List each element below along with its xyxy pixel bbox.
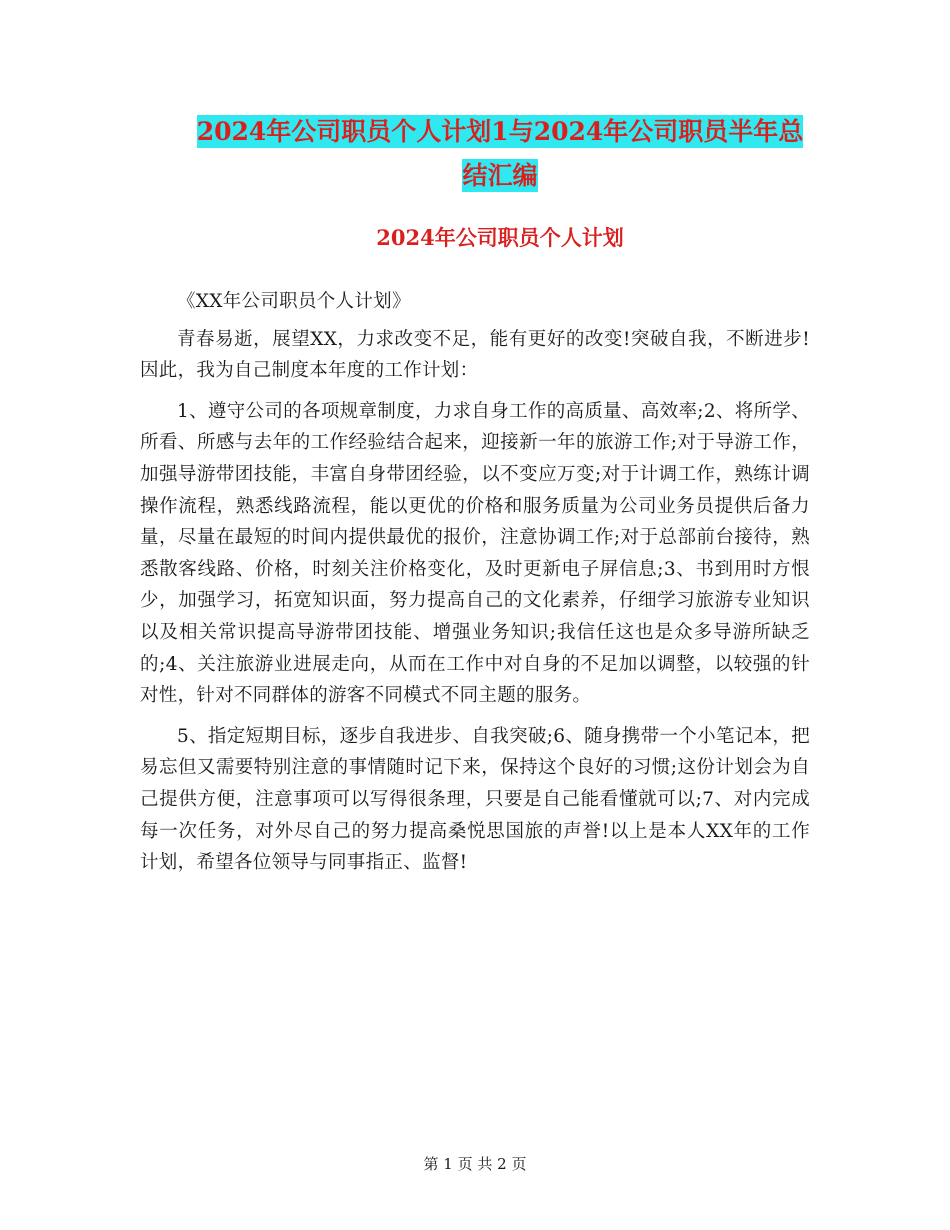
document-title-line-1: 2024年公司职员个人计划1与2024年公司职员半年总 <box>196 117 804 146</box>
page-footer <box>0 1154 950 1174</box>
section-title: 2024年公司职员个人计划 <box>376 225 624 250</box>
quote-title: 《XX年公司职员个人计划》 <box>177 291 411 312</box>
paragraph-intro: 青春易逝，展望XX，力求改变不足，能有更好的改变!突破自我，不断进步!因此，我为自己制度本年度的工作计划： <box>140 328 810 382</box>
paragraph-items-1-4: 1、遵守公司的各项规章制度，力求自身工作的高质量、高效率;2、将所学、所看、所感与去年的工作经验结合起来，迎接新一年的旅游工作;对于导游工作，加强导游带团技能，丰富自身带团经验，以不变应万变;对于计调工作，熟练计调操作流程，熟悉线路流程，能以更优的价格和服务质量为公司业务员提供后备力量，尽量在最短的时间内提供最优的报价，注意协调工作;对于总部前台接待，熟悉散客线路、价格，时刻关注价格变化，及时更新电子屏信息;3、书到用时方恨少，加强学习，拓宽知识面，努力提高自己的文化素养，仔细学习旅游专业知识以及相关常识提高导游带团技能、增强业务知识;我信任这也是众多导游所缺乏的;4、关注旅游业进展走向，从而在工作中对自身的不足加以调整，以较强的针对性，针对不同群体的游客不同模式不同主题的服务。 <box>140 400 810 707</box>
paragraph-items-5-7: 5、指定短期目标，逐步自我进步、自我突破;6、随身携带一个小笔记本，把易忘但又需要特别注意的事情随时记下来，保持这个良好的习惯;这份计划会为自己提供方便，注意事项可以写得很条理，只要是自己能看懂就可以;7、对内完成每一次任务，对外尽自己的努力提高桑悦思国旅的声誉!以上是本人XX年的工作计划，希望各位领导与同事指正、监督! <box>140 725 810 874</box>
document-body <box>140 286 810 888</box>
document-title <box>120 110 880 198</box>
page-number: 第 1 页 共 2 页 <box>423 1155 527 1173</box>
document-title-line-2: 结汇编 <box>462 161 538 190</box>
